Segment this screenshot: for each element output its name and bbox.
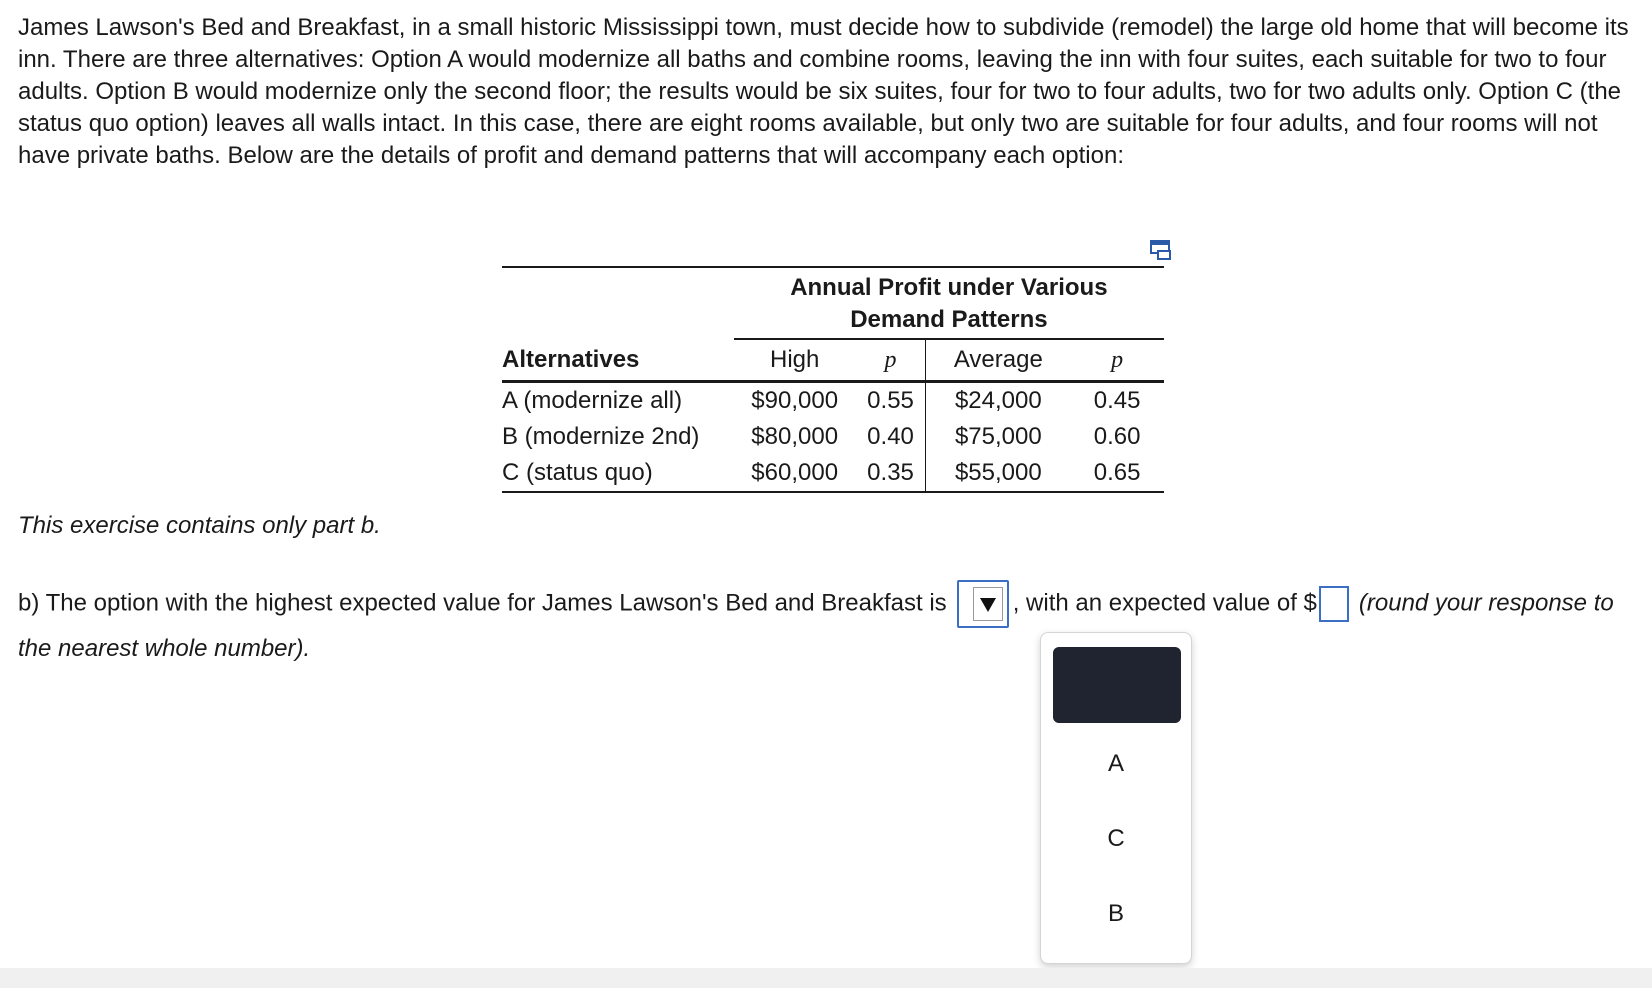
high-header: High — [734, 339, 856, 382]
problem-statement: James Lawson's Bed and Breakfast, in a small historic Mississippi town, must decide how to subdivide (remodel) the large old home that will become its inn. There are three alternatives: Option A would modernize all baths and combine rooms, leaving the inn with four suites, each suitable for two to four adults. Option B would modernize only the second floor; the results would be six suites, four for two to four adults, two for two adults only. Option C (the status quo option) leaves all walls intact. In this case, there are eight rooms available, but only two are suitable for four adults, and four rooms will not have private baths. Below are the details of profit and demand patterns that will accompany each option: — [18, 14, 1629, 169]
group-header-line2: Demand Patterns — [850, 306, 1048, 333]
menu-option-blank[interactable] — [1053, 647, 1181, 723]
p-average-cell: 0.60 — [1093, 423, 1141, 450]
alternatives-header: Alternatives — [502, 339, 734, 382]
p-average-header: p — [1070, 339, 1164, 382]
option-dropdown[interactable] — [957, 580, 1009, 628]
table-row — [502, 455, 1164, 492]
question-part3: (round your response to the nearest whole number). — [18, 589, 1614, 662]
profit-table — [502, 266, 1164, 493]
exercise-note: This exercise contains only part b. — [18, 512, 381, 539]
question-part2: , with an expected value of $ — [1012, 589, 1317, 617]
table-row — [502, 419, 1164, 455]
high-cell: $90,000 — [751, 387, 839, 414]
menu-option-c[interactable]: C — [1107, 825, 1125, 852]
bottom-bar — [0, 968, 1652, 988]
p-high-cell: 0.40 — [867, 423, 914, 450]
high-cell: $60,000 — [734, 455, 856, 492]
average-cell: $55,000 — [926, 455, 1070, 492]
p-high-cell: 0.35 — [856, 455, 926, 492]
menu-option-b[interactable]: B — [1107, 900, 1124, 927]
table-row — [502, 382, 1164, 420]
group-header — [734, 267, 1164, 339]
p-average-cell: 0.45 — [1093, 387, 1141, 414]
copy-table-icon[interactable] — [1150, 240, 1172, 260]
group-header-line1: Annual Profit under Various — [790, 274, 1108, 301]
alt-cell: C (status quo) — [502, 455, 734, 492]
average-cell: $24,000 — [926, 382, 1070, 420]
triangle-down-icon[interactable] — [973, 587, 1003, 621]
p-high-header: p — [856, 339, 926, 382]
alt-cell: A (modernize all) — [502, 387, 683, 414]
question-text — [18, 580, 1638, 670]
question-part1: b) The option with the highest expected value for James Lawson's Bed and Breakfast is — [18, 589, 947, 617]
expected-value-input[interactable] — [1319, 586, 1349, 622]
menu-option-a[interactable]: A — [1107, 750, 1124, 777]
p-average-cell: 0.65 — [1070, 455, 1164, 492]
high-cell: $80,000 — [751, 423, 839, 450]
average-cell: $75,000 — [926, 419, 1070, 455]
alt-cell: B (modernize 2nd) — [502, 423, 700, 450]
dropdown-menu — [1040, 632, 1192, 964]
average-header: Average — [926, 339, 1070, 382]
p-high-cell: 0.55 — [867, 387, 914, 414]
